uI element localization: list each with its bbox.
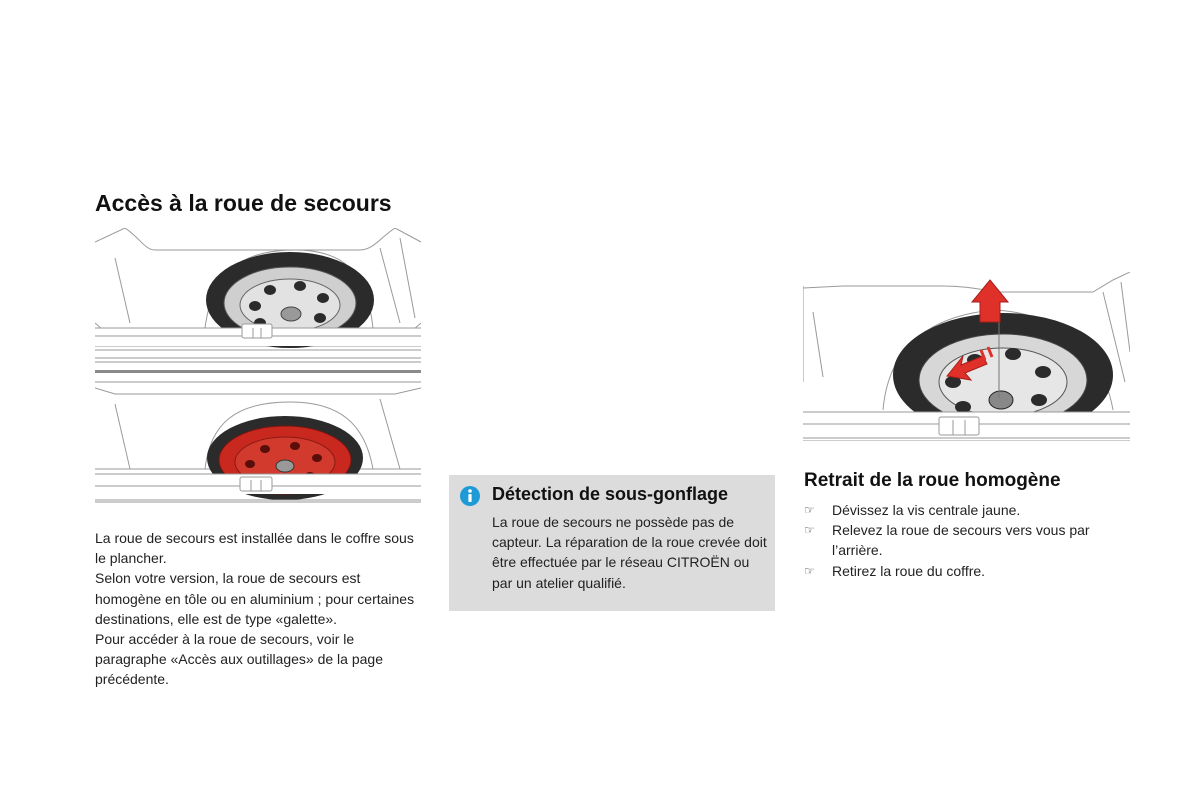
- underinflation-info-box: [449, 475, 775, 611]
- info-icon: [460, 486, 480, 506]
- paragraph-versions: Selon votre version, la roue de secours est homogène en tôle ou en aluminium ; pour certaines destinations, elle est de type «galette».: [95, 570, 415, 627]
- pointing-hand-icon: ☞: [804, 503, 815, 517]
- step-text: Retirez la roue du coffre.: [832, 562, 986, 579]
- wheel-removal-illustration: [803, 272, 1130, 452]
- pointing-hand-icon: ☞: [804, 523, 815, 538]
- spare-wheel-steel-illustration: [95, 228, 421, 368]
- page-title: Accès à la roue de secours: [95, 190, 392, 216]
- list-item: [804, 500, 1144, 520]
- info-box-text: La roue de secours ne possède pas de capteur. La réparation de la roue crevée doit être effectuée par le réseau CITROËN ou par un atelier qualifié.: [492, 514, 767, 591]
- intro-text: [95, 528, 425, 690]
- step-text: Relevez la roue de secours vers vous par l’arrière.: [832, 522, 1090, 559]
- removal-steps-list: [804, 500, 1144, 581]
- list-item: [804, 520, 1144, 560]
- removal-section-title: Retrait de la roue homogène: [804, 470, 1061, 491]
- paragraph-access: Pour accéder à la roue de secours, voir le paragraphe «Accès aux outillages» de la page précédente.: [95, 631, 383, 688]
- illustration-divider: [95, 370, 421, 373]
- step-text: Dévissez la vis centrale jaune.: [832, 502, 1021, 518]
- list-item: [804, 561, 1144, 581]
- spare-wheel-galette-illustration: [95, 374, 421, 514]
- paragraph-location: La roue de secours est installée dans le coffre sous le plancher.: [95, 530, 414, 567]
- info-box-title: Détection de sous-gonflage: [492, 484, 729, 504]
- pointing-hand-icon: ☞: [804, 563, 815, 578]
